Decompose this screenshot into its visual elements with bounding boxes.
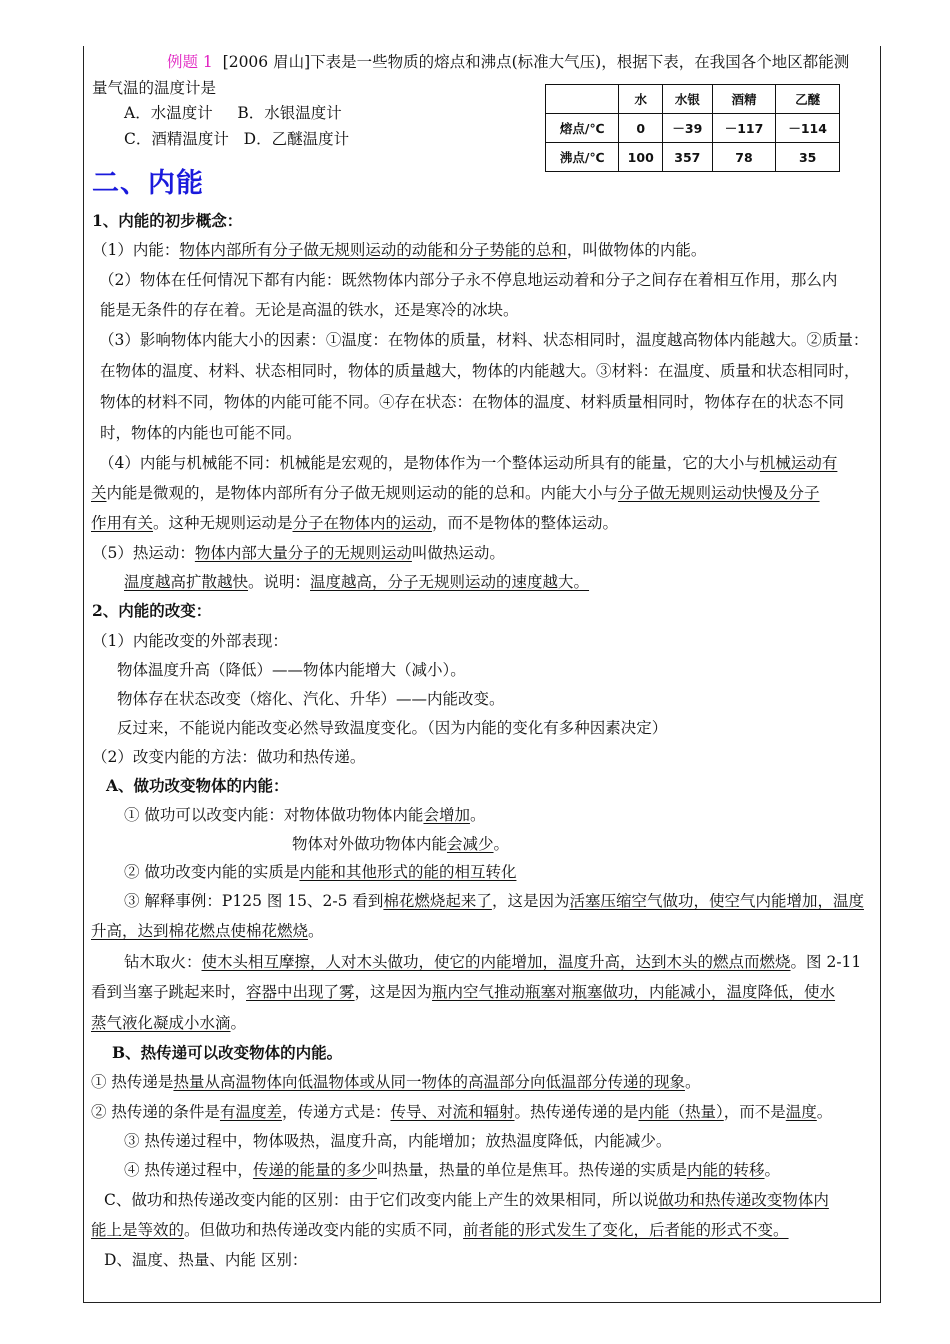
table-header-cell: 水: [619, 85, 663, 114]
text: （1）内能：: [92, 241, 180, 259]
s2-B-heading: B、热传递可以改变物体的内能。: [112, 1043, 343, 1062]
underlined-text: 传导、对流和辐射: [390, 1103, 515, 1121]
underlined-text: 内能的转移: [686, 1161, 765, 1179]
s1-heading: 1、内能的初步概念：: [92, 211, 243, 230]
text: C、做功和热传递改变内能的区别：由于它们改变内能上产生的效果相同，所以说: [104, 1191, 659, 1209]
row-label: 沸点/℃: [546, 143, 619, 172]
example-options-cd: [124, 129, 349, 149]
underlined-text: 分子做无规则运动快慢及分子: [618, 484, 820, 502]
text: ④ 热传递过程中，: [124, 1161, 253, 1179]
text: ，传递方式是：: [281, 1103, 391, 1121]
s2-A3-l1: [124, 891, 864, 911]
table-cell: －117: [712, 114, 776, 143]
underlined-text: 能上是等效的: [91, 1221, 185, 1239]
text: ，叫做物体的内能。: [566, 241, 707, 259]
s2-A-heading: A、做功改变物体的内能：: [106, 776, 289, 795]
table-cell: 357: [663, 143, 713, 172]
s2-A2: [124, 862, 516, 882]
s2-q1-l3: 反过来，不能说内能改变必然导致温度变化。（因为内能的变化有多种因素决定）: [117, 719, 668, 737]
s1-p2-l2: 能是无条件的存在着。无论是高温的铁水，还是寒冷的冰块。: [100, 301, 519, 319]
underlined-text: 温度: [785, 1103, 817, 1121]
section-title: 二、内能: [92, 168, 204, 199]
underlined-text: 容器中出现了雾: [246, 983, 355, 1001]
example-1-line1: [167, 52, 849, 72]
text: 。: [684, 1073, 701, 1091]
option-b: B．水银温度计: [237, 104, 342, 122]
s2-q1-l2: 物体存在状态改变（熔化、汽化、升华）——内能改变。: [117, 690, 505, 708]
text: ② 做功改变内能的实质是: [124, 863, 300, 881]
text: ，这是因为: [354, 983, 433, 1001]
table-header-row: [546, 85, 840, 114]
text: ③ 解释事例：P125 图 15、2-5 看到: [124, 892, 384, 910]
underlined-text: 会减少: [447, 835, 494, 853]
underlined-text: 会增加: [423, 806, 470, 824]
text: ① 热传递是: [91, 1073, 174, 1091]
option-d: D．乙醚温度计: [243, 130, 350, 148]
underlined-text: 温度越高，分子无规则运动的速度越大。: [310, 573, 590, 591]
s1-p3-l1: （3）影响物体内能大小的因素：①温度：在物体的质量，材料、状态相同时，温度越高物体内能越大。②质量：: [99, 331, 869, 349]
s2-A1b: [292, 834, 509, 854]
text: 物体对外做功物体内能: [292, 835, 448, 853]
s2-C-l2: [91, 1220, 789, 1240]
s1-p3-l3: 物体的材料不同，物体的内能可能不同。④存在状态：在物体的温度、材料质量相同时，物体存在的状态不同: [100, 393, 845, 411]
underlined-text: 内能和其他形式的能的相互转化: [299, 863, 517, 881]
s2-B1: [91, 1072, 700, 1092]
table-header-cell: 乙醚: [776, 85, 840, 114]
table-cell: 78: [712, 143, 776, 172]
underlined-text: 棉花燃烧起来了: [383, 892, 492, 910]
example-label: 例题 1: [167, 53, 213, 71]
melting-boiling-table: [545, 84, 840, 172]
text: ① 做功可以改变内能：对物体做功物体内能: [124, 806, 424, 824]
underlined-text: 分子在物体内的运动: [292, 514, 433, 532]
s1-p4-l2: [91, 483, 820, 503]
text: 内能是微观的，是物体内部所有分子做无规则运动的能的总和。内能大小与: [106, 484, 619, 502]
table-cell: 35: [776, 143, 840, 172]
underlined-text: 物体内部所有分子做无规则运动的动能和分子势能的总和: [179, 241, 567, 259]
underlined-text: 前者能的形式发生了变化，后者能的形式不变。: [463, 1221, 789, 1239]
row-label: 熔点/℃: [546, 114, 619, 143]
text: ，而不是物体的整体运动。: [432, 514, 619, 532]
text: 。图 2-11: [790, 953, 862, 971]
s2-A4-l2: [91, 982, 835, 1002]
text: 叫做热运动。: [411, 544, 505, 562]
table-row: [546, 143, 840, 172]
s2-heading: 2、内能的改变：: [92, 601, 212, 620]
underlined-text: 机械运动有: [759, 454, 838, 472]
s2-A1: [124, 805, 485, 825]
option-c: C．酒精温度计: [124, 130, 229, 148]
s1-p6: [124, 572, 589, 592]
text: ，这是因为: [491, 892, 570, 910]
table-row: [546, 114, 840, 143]
underlined-text: 使木头相互摩擦，人对木头做功，使它的内能增加，温度升高，达到木头的燃点而燃烧: [201, 953, 791, 971]
s1-p1: [92, 240, 706, 260]
underlined-text: 做功和热传递改变物体内: [658, 1191, 829, 1209]
s2-C-l1: [104, 1190, 829, 1210]
text: 叫热量，热量的单位是焦耳。热传递的实质是: [376, 1161, 687, 1179]
underlined-text: 活塞压缩空气做功，使空气内能增加，温度: [569, 892, 864, 910]
s1-p4-l3: [91, 513, 618, 533]
underlined-text: 物体内部大量分子的无规则运动: [194, 544, 412, 562]
s1-p3-l2: 在物体的温度、材料、状态相同时，物体的质量越大，物体的内能越大。③材料：在温度、质量和状态相同时，: [100, 362, 860, 380]
text: 。: [469, 806, 486, 824]
underlined-text: 关: [91, 484, 107, 502]
s2-D-heading: D、温度、热量、内能 区别：: [104, 1251, 308, 1269]
underlined-text: 有温度差: [219, 1103, 282, 1121]
underlined-text: 热量从高温物体向低温物体或从同一物体的高温部分向低温部分传递的现象: [173, 1073, 685, 1091]
text: 钻木取火：: [124, 953, 202, 971]
s2-A4-l1: [124, 952, 861, 972]
s1-p3-l4: 时，物体的内能也可能不同。: [100, 424, 302, 442]
s2-B4: [124, 1160, 780, 1180]
text: （5）热运动：: [92, 544, 195, 562]
underlined-text: 升高，达到棉花燃点使棉花燃烧: [91, 922, 309, 940]
text: 。这种无规则运动是: [153, 514, 293, 532]
table-header-cell: 水银: [663, 85, 713, 114]
text: ，而不是: [723, 1103, 786, 1121]
underlined-text: 瓶内空气推动瓶塞对瓶塞做功，内能减小，温度降低，使水: [432, 983, 836, 1001]
text: 。: [493, 835, 510, 853]
text: 。热传递传递的是: [514, 1103, 639, 1121]
example-options-ab: [124, 103, 342, 123]
text: 。: [230, 1014, 247, 1032]
s1-p4-l1: [99, 453, 837, 473]
text: 。: [764, 1161, 780, 1179]
table-cell: －114: [776, 114, 840, 143]
s1-p5: [92, 543, 505, 563]
example-stem-line2: 量气温的温度计是: [92, 79, 217, 97]
underlined-text: 温度越高扩散越快: [124, 573, 249, 591]
s2-q1: （1）内能改变的外部表现：: [92, 632, 288, 650]
underlined-text: 内能（热量）: [638, 1103, 724, 1121]
table-header-cell: [546, 85, 619, 114]
option-a: A．水温度计: [124, 104, 213, 122]
s1-p2-l1: （2）物体在任何情况下都有内能：既然物体内部分子永不停息地运动着和分子之间存在着相互作用，那么内: [99, 271, 838, 289]
text: 。: [308, 922, 324, 940]
table-cell: －39: [663, 114, 713, 143]
underlined-text: 传递的能量的多少: [252, 1161, 377, 1179]
s2-q2: （2）改变内能的方法：做功和热传递。: [92, 748, 366, 766]
underlined-text: 蒸气液化凝成小水滴: [91, 1014, 231, 1032]
s2-B2: [91, 1102, 832, 1122]
table-header-cell: 酒精: [712, 85, 776, 114]
table-cell: 0: [619, 114, 663, 143]
text: 。但做功和热传递改变内能的实质不同，: [184, 1221, 464, 1239]
s2-A3-l2: [91, 921, 324, 941]
text: 。说明：: [248, 573, 311, 591]
s2-B3: ③ 热传递过程中，物体吸热，温度升高，内能增加；放热温度降低，内能减少。: [124, 1132, 672, 1150]
text: 。: [816, 1103, 833, 1121]
example-stem: [2006 眉山]下表是一些物质的熔点和沸点(标准大气压)，根据下表，在我国各个地区都能测: [222, 53, 850, 71]
s2-A4-l3: [91, 1013, 246, 1033]
underlined-text: 作用有关: [91, 514, 154, 532]
text: 看到当塞子跳起来时，: [91, 983, 247, 1001]
text: （4）内能与机械能不同：机械能是宏观的，是物体作为一个整体运动所具有的能量，它的大小与: [99, 454, 760, 472]
table-cell: 100: [619, 143, 663, 172]
text: ② 热传递的条件是: [91, 1103, 220, 1121]
s2-q1-l1: 物体温度升高（降低）——物体内能增大（减小）。: [117, 661, 466, 679]
